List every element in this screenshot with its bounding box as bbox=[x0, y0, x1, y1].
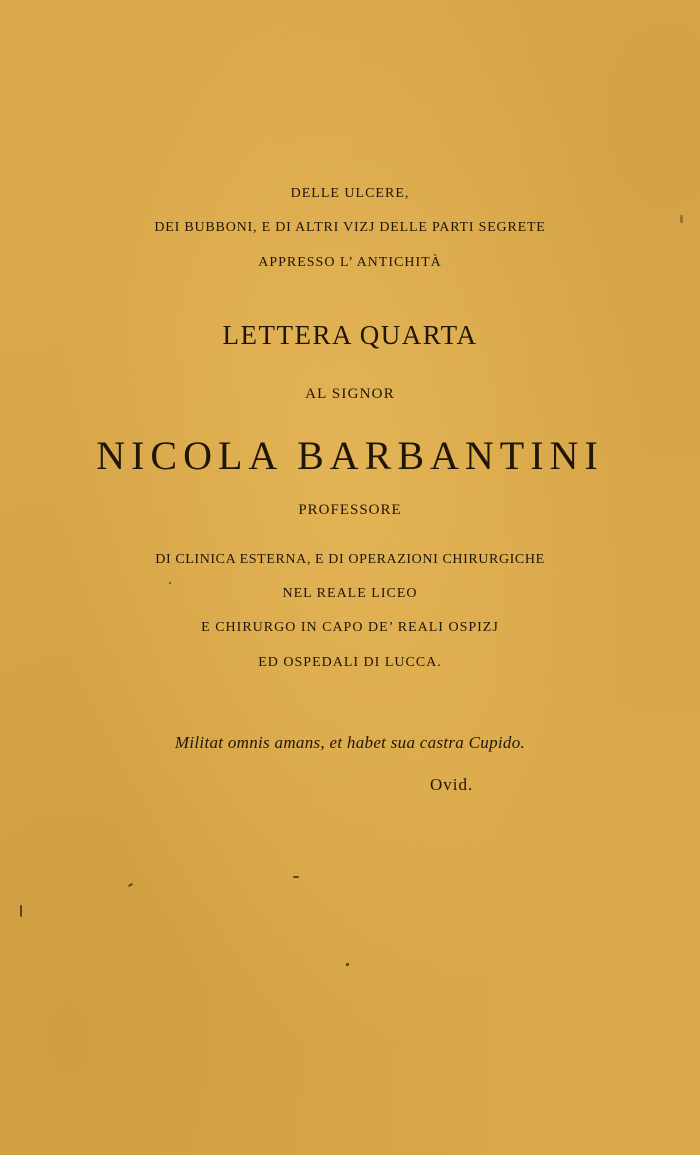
title-line-2: DEI BUBBONI, E DI ALTRI VIZJ DELLE PARTI SEGRETE bbox=[154, 220, 546, 235]
role-line-1: DI CLINICA ESTERNA, E DI OPERAZIONI CHIRURGICHE bbox=[155, 552, 545, 567]
letter-heading: LETTERA QUARTA bbox=[222, 320, 478, 350]
epigraph-author: Ovid. bbox=[430, 775, 474, 794]
epigraph-quote: Militat omnis amans, et habet sua castra Cupido. bbox=[174, 733, 526, 752]
paper-speck bbox=[293, 876, 299, 878]
paper-speck bbox=[128, 883, 133, 888]
title-line-3: APPRESSO L’ ANTICHITÀ bbox=[258, 255, 442, 270]
paper-speck bbox=[680, 215, 683, 223]
role-line-2: NEL REALE LICEO bbox=[282, 586, 418, 601]
paper-speck bbox=[169, 582, 171, 584]
addressee-name: NICOLA BARBANTINI bbox=[96, 433, 604, 478]
role-line-4: ED OSPEDALI DI LUCCA. bbox=[258, 655, 442, 670]
paper-speck bbox=[20, 905, 22, 917]
addressee-intro: AL SIGNOR bbox=[305, 386, 395, 402]
role-line-3: E CHIRURGO IN CAPO DE’ REALI OSPIZJ bbox=[201, 620, 499, 635]
title-line-1: DELLE ULCERE, bbox=[290, 186, 410, 201]
addressee-role: PROFESSORE bbox=[298, 502, 402, 518]
paper-speck bbox=[346, 963, 349, 966]
